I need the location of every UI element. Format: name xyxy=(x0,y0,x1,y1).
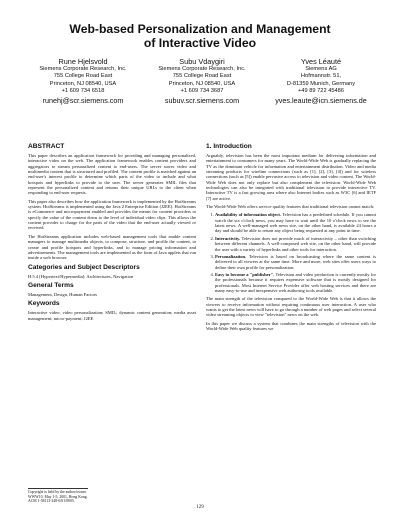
list-item-text: Television does not provide much of interactivity – other than switching between different channels. A well-composed web site, on the other hand, will provide the user with a variety of hyperlinks and other tools for interaction. xyxy=(215,235,376,252)
footnote-line: Copyright is held by the author/owner. xyxy=(28,490,87,494)
list-item-head: Availability of information object. xyxy=(215,212,282,218)
author-address: 755 College Road East xyxy=(53,73,113,80)
intro-paragraph: In this paper we discuss a system that combines the main strengths of television with the World-Wide Web quality features we xyxy=(206,320,376,331)
author-phone: +1 609 734 6518 xyxy=(61,87,105,94)
list-item-text: Television and video production is currently mostly for the professionals because it requires expensive software that is mostly designed for professionals. Most Internet Service Provider offer web hosting services and there are many easy-to-use and inexpensive web authoring tools available. xyxy=(215,271,376,293)
left-column xyxy=(28,143,196,324)
author-name: Subu Vdaygiri xyxy=(179,57,225,66)
keywords-text: Interactive video; video personalization; SMIL; dynamic content generation; media asset management; micro-payment; J2EE xyxy=(28,310,196,321)
list-item-text: Television is based on broadcasting where the same content is delivered to all viewers at the same time. More and more, web sites offer users ways to define their own profile for personalization. xyxy=(215,253,376,270)
intro-paragraph: The main strength of the television compared to the World-Wide Web is that it allows the viewers to receive information without requiring continuous user interaction. A user who wants to get the latest news will have to go through a number of web pages and select several video streaming objects to view "television" news on the web. xyxy=(206,296,376,318)
general-terms-heading: General Terms xyxy=(28,281,74,289)
footnote-line: WWW10, May 1-5, 2001, Hong Kong. xyxy=(28,494,88,499)
author-block xyxy=(24,57,380,105)
author-2 xyxy=(143,57,261,105)
categories-heading: Categories and Subject Descriptors xyxy=(28,263,140,271)
footnote-line: ACM 1-58113-348-0/01/0005. xyxy=(28,499,75,504)
list-item xyxy=(215,212,376,233)
list-item-head: Easy to become a "publisher". xyxy=(215,271,275,277)
abstract-heading: ABSTRACT xyxy=(28,143,65,150)
author-3 xyxy=(262,57,380,105)
list-item-head: Interactivity. xyxy=(215,235,241,241)
introduction-heading: 1. Introduction xyxy=(206,143,252,150)
abstract-paragraph: This paper describes an application framework for providing and managing personalized, interactive video on the web. The application framework enables content providers and aggregators to stream personalized content to end-users. The server stores video and multimedia content that is structured and profiled. The content profile is matched against an end-user's interest profile to determine which parts of the video to include and what hotspots and hyperlinks to provide to the user. The server generates SMIL files that represent the personalized content and returns their unique URLs to the client when responding to end-user requests. xyxy=(28,153,196,196)
author-org: Siemens Corporate Research, Inc. xyxy=(39,66,127,72)
intro-paragraph: Arguably, television has been the most important medium for delivering information and entertainment to consumers for many years. The World-Wide Web is gradually replacing the TV as the dominant vehicle for information and entertainment distribution. Video and media streaming products for wireline connections (such as [1], [2], [3], [4]) and for wireless connections (such as [5]) enable pervasive access to television and video content. The World-Wide Web does not only replace but also complement the television. World-Wide Web technologies can also be integrated with traditional television to provide interactive TV. Interactive TV is a fast growing area where also Internet bodies such as W3C [6] and IETF [7] are active. xyxy=(206,153,376,201)
list-item xyxy=(215,272,376,293)
author-address: D-81359 Munich, Germany xyxy=(286,80,356,87)
list-item xyxy=(215,254,376,270)
list-item-head: Personalization. xyxy=(215,253,247,259)
author-name: Yves Léauté xyxy=(300,57,342,66)
author-name: Rune Hjelsvold xyxy=(58,57,108,66)
author-org: Siemens Corporate Research, Inc. xyxy=(158,66,246,72)
author-email: yves.leaute@icn.siemens.de xyxy=(275,96,367,106)
author-address: 755 College Road East xyxy=(172,73,232,80)
abstract-paragraph: The HotStreams application includes web-based management tools that enable content managers to manage multimedia objects, to compose, structure, and profile the content, to create and profile hotspots and hyperlinks, and to manage pricing information and advertisements. The management tools are implemented as the form of Java applets that run inside a web browser. xyxy=(28,233,196,261)
author-phone: +49 89 722 45486 xyxy=(297,87,345,94)
footnote-rule xyxy=(28,488,88,489)
page-number: 129 xyxy=(196,505,204,510)
author-phone: +1 609 734 3687 xyxy=(180,87,224,94)
paper-title-line-1: Web-based Personalization and Management xyxy=(69,22,331,36)
author-1 xyxy=(24,57,142,105)
right-column xyxy=(206,143,376,334)
list-item-text: Television has a predefined schedule. If you cannot watch the six o'clock news, you may have to wait until the 10 o'clock news to see the latest news. A well-managed web news site, on the other hand, is available 24 hours a day and should be able to return any object being requested at any point in time. xyxy=(215,212,376,234)
author-email: subuv.scr.siemens.com xyxy=(164,96,240,106)
author-email: runehj@scr.siemens.com xyxy=(42,96,124,106)
author-address: Princeton, NJ 08540, USA xyxy=(168,80,236,87)
intro-paragraph: The World-Wide Web offers service quality features that traditional television cannot match: xyxy=(206,204,375,210)
paper-title-line-2: of Interactive Video xyxy=(143,36,257,50)
feature-list xyxy=(206,212,376,293)
copyright-footnote xyxy=(28,488,88,504)
keywords-heading: Keywords xyxy=(28,300,60,308)
categories-text: H.5.4 [Hypertext/Hypermedia]: Architectures, Navigation xyxy=(28,273,134,279)
author-address: Hofmannstr. 51, xyxy=(300,73,342,80)
general-terms-text: Management, Design, Human Factors xyxy=(28,291,98,297)
author-address: Princeton, NJ 08540, USA xyxy=(49,80,117,87)
list-item xyxy=(215,236,376,252)
author-org: Siemens AG xyxy=(305,66,337,72)
abstract-paragraph: This paper also describes how the application framework is implemented by the HotStreams system. HotStreams is implemented using the Java 2 Enterprise Edition (J2EE). HotStreams is eCommerce and micropayment enabled and provides the means for content providers to specify the value of the content down to the level of individual video clips. This allows the content provider to charge for the parts of the video that the end-user actually viewed or received. xyxy=(28,198,196,231)
